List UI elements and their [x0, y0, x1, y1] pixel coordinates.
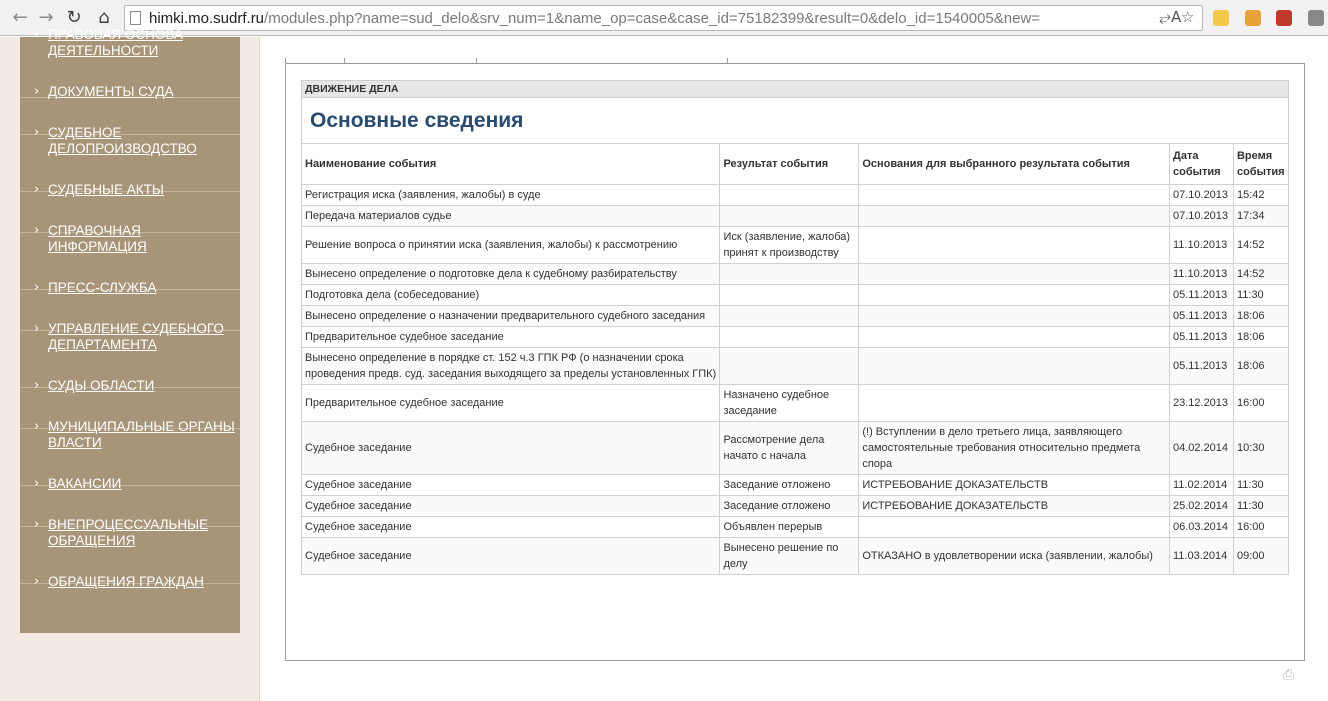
chevron-right-icon: › — [34, 321, 40, 336]
table-row — [302, 496, 1289, 517]
table-row — [302, 306, 1289, 327]
chevron-right-icon: › — [34, 476, 40, 491]
event-basis-cell: ИСТРЕБОВАНИЕ ДОКАЗАТЕЛЬСТВ — [859, 475, 1170, 496]
event-date-cell: 04.02.2014 — [1169, 422, 1233, 475]
url-text — [149, 10, 1040, 27]
event-time-cell: 10:30 — [1233, 422, 1288, 475]
event-name-cell: Судебное заседание — [302, 475, 720, 496]
event-date-cell: 11.10.2013 — [1169, 227, 1233, 264]
table-row — [302, 517, 1289, 538]
event-result-cell — [720, 206, 859, 227]
event-basis-cell: (!) Вступлении в дело третьего лица, заявляющего самостоятельные требования относительно предмета спора — [859, 422, 1170, 475]
event-name-cell: Регистрация иска (заявления, жалобы) в суде — [302, 185, 720, 206]
chevron-right-icon: › — [34, 378, 40, 393]
url-path: /modules.php?name=sud_delo&srv_num=1&name_op=case&case_id=75182399&result=0&delo_id=1540005&new= — [264, 10, 1041, 27]
chevron-right-icon: › — [34, 517, 40, 532]
sidebar-item-label[interactable]: СПРАВОЧНАЯ ИНФОРМАЦИЯ — [48, 223, 147, 254]
chevron-right-icon: › — [34, 280, 40, 295]
sidebar-item-label[interactable]: СУДЕБНОЕ ДЕЛОПРОИЗВОДСТВО — [48, 125, 197, 156]
forward-arrow-icon[interactable]: → — [38, 7, 54, 28]
event-time-cell: 11:30 — [1233, 496, 1288, 517]
event-basis-cell — [859, 517, 1170, 538]
event-name-cell: Вынесено определение в порядке ст. 152 ч.3 ГПК РФ (о назначении срока проведения предв. суд. заседания выходящего за пределы установленных ГПК) — [302, 348, 720, 385]
column-header-time: Время события — [1233, 144, 1288, 185]
event-date-cell: 11.02.2014 — [1169, 475, 1233, 496]
sidebar-item-label[interactable]: ОБРАЩЕНИЯ ГРАЖДАН — [48, 574, 204, 589]
table-row — [302, 285, 1289, 306]
sidebar-menu — [20, 27, 240, 633]
address-bar[interactable] — [124, 5, 1203, 31]
page-title: Основные сведения — [302, 98, 1289, 144]
chevron-right-icon: › — [34, 182, 40, 197]
event-basis-cell: ОТКАЗАНО в удовлетворении иска (заявлении, жалобы) — [859, 538, 1170, 575]
event-name-cell: Судебное заседание — [302, 517, 720, 538]
event-result-cell — [720, 327, 859, 348]
column-header-date: Дата события — [1169, 144, 1233, 185]
chevron-right-icon: › — [34, 574, 40, 589]
sidebar-item-label[interactable]: ДОКУМЕНТЫ СУДА — [48, 84, 174, 99]
column-header-result: Результат события — [720, 144, 859, 185]
event-basis-cell — [859, 348, 1170, 385]
table-row — [302, 185, 1289, 206]
event-basis-cell — [859, 264, 1170, 285]
home-icon[interactable]: ⌂ — [98, 7, 110, 28]
url-host: himki.mo.sudrf.ru — [149, 10, 265, 27]
event-result-cell: Заседание отложено — [720, 475, 859, 496]
printer-icon[interactable]: ⎙ — [1283, 667, 1295, 683]
event-time-cell: 16:00 — [1233, 517, 1288, 538]
sidebar-item-label[interactable]: УПРАВЛЕНИЕ СУДЕБНОГО ДЕПАРТАМЕНТА — [48, 321, 224, 352]
event-time-cell: 14:52 — [1233, 227, 1288, 264]
column-header-event: Наименование события — [302, 144, 720, 185]
event-date-cell: 11.03.2014 — [1169, 538, 1233, 575]
table-row — [302, 385, 1289, 422]
table-row — [302, 264, 1289, 285]
chevron-right-icon: › — [34, 419, 40, 434]
table-row — [302, 327, 1289, 348]
event-date-cell: 23.12.2013 — [1169, 385, 1233, 422]
event-name-cell: Вынесено определение о назначении предварительного судебного заседания — [302, 306, 720, 327]
event-result-cell — [720, 348, 859, 385]
event-result-cell — [720, 185, 859, 206]
sidebar-item-label[interactable]: ВНЕПРОЦЕССУАЛЬНЫЕ ОБРАЩЕНИЯ — [48, 517, 209, 548]
chevron-right-icon: › — [34, 125, 40, 140]
event-name-cell: Судебное заседание — [302, 538, 720, 575]
page-icon — [130, 11, 141, 25]
event-basis-cell — [859, 285, 1170, 306]
event-basis-cell — [859, 206, 1170, 227]
event-basis-cell: ИСТРЕБОВАНИЕ ДОКАЗАТЕЛЬСТВ — [859, 496, 1170, 517]
event-date-cell: 07.10.2013 — [1169, 185, 1233, 206]
event-time-cell: 17:34 — [1233, 206, 1288, 227]
translate-icon[interactable]: ⥂A — [1159, 8, 1182, 26]
event-name-cell: Судебное заседание — [302, 422, 720, 475]
reload-icon[interactable]: ↻ — [66, 7, 82, 28]
event-time-cell: 18:06 — [1233, 306, 1288, 327]
event-time-cell: 16:00 — [1233, 385, 1288, 422]
event-date-cell: 05.11.2013 — [1169, 285, 1233, 306]
table-row — [302, 422, 1289, 475]
event-result-cell: Рассмотрение дела начато с начала — [720, 422, 859, 475]
event-date-cell: 06.03.2014 — [1169, 517, 1233, 538]
sidebar-item[interactable] — [20, 574, 240, 612]
event-date-cell: 05.11.2013 — [1169, 348, 1233, 385]
event-basis-cell — [859, 306, 1170, 327]
table-row — [302, 206, 1289, 227]
chevron-right-icon: › — [34, 223, 40, 238]
extension-icon[interactable] — [1245, 10, 1261, 26]
event-time-cell: 09:00 — [1233, 538, 1288, 575]
event-name-cell: Вынесено определение о подготовке дела к судебному разбирательству — [302, 264, 720, 285]
sidebar-item-label[interactable]: СУДЕБНЫЕ АКТЫ — [48, 182, 164, 197]
star-icon[interactable]: ☆ — [1181, 8, 1195, 26]
event-date-cell: 07.10.2013 — [1169, 206, 1233, 227]
section-caption: ДВИЖЕНИЕ ДЕЛА — [302, 81, 1289, 98]
table-row — [302, 227, 1289, 264]
left-column — [0, 27, 260, 701]
event-result-cell: Вынесено решение по делу — [720, 538, 859, 575]
table-row — [302, 348, 1289, 385]
menu-icon[interactable] — [1308, 10, 1324, 26]
event-result-cell — [720, 264, 859, 285]
event-name-cell: Предварительное судебное заседание — [302, 327, 720, 348]
event-time-cell: 14:52 — [1233, 264, 1288, 285]
extension-icon[interactable] — [1276, 10, 1292, 26]
chevron-right-icon: › — [34, 84, 40, 99]
event-name-cell: Подготовка дела (собеседование) — [302, 285, 720, 306]
event-name-cell: Предварительное судебное заседание — [302, 385, 720, 422]
table-row — [302, 475, 1289, 496]
back-arrow-icon[interactable]: ← — [12, 7, 28, 28]
event-result-cell — [720, 285, 859, 306]
event-time-cell: 18:06 — [1233, 327, 1288, 348]
event-name-cell: Передача материалов судье — [302, 206, 720, 227]
event-date-cell: 11.10.2013 — [1169, 264, 1233, 285]
event-result-cell: Объявлен перерыв — [720, 517, 859, 538]
event-name-cell: Судебное заседание — [302, 496, 720, 517]
event-name-cell: Решение вопроса о принятии иска (заявления, жалобы) к рассмотрению — [302, 227, 720, 264]
event-result-cell: Заседание отложено — [720, 496, 859, 517]
event-result-cell: Иск (заявление, жалоба) принят к производству — [720, 227, 859, 264]
event-time-cell: 11:30 — [1233, 285, 1288, 306]
chevron-right-icon: › — [34, 27, 40, 42]
event-date-cell: 25.02.2014 — [1169, 496, 1233, 517]
extension-icon[interactable] — [1213, 10, 1229, 26]
case-events-table — [301, 80, 1289, 575]
sidebar-item-label[interactable]: ПРЕСС-СЛУЖБА — [48, 280, 157, 295]
event-basis-cell — [859, 385, 1170, 422]
sidebar-item-label[interactable]: ВАКАНСИИ — [48, 476, 122, 491]
event-basis-cell — [859, 327, 1170, 348]
event-time-cell: 15:42 — [1233, 185, 1288, 206]
event-result-cell — [720, 306, 859, 327]
table-row — [302, 538, 1289, 575]
event-date-cell: 05.11.2013 — [1169, 327, 1233, 348]
column-header-basis: Основания для выбранного результата события — [859, 144, 1170, 185]
event-time-cell: 18:06 — [1233, 348, 1288, 385]
event-date-cell: 05.11.2013 — [1169, 306, 1233, 327]
event-result-cell: Назначено судебное заседание — [720, 385, 859, 422]
event-time-cell: 11:30 — [1233, 475, 1288, 496]
event-basis-cell — [859, 185, 1170, 206]
sidebar-item-label[interactable]: ПРАВОВАЯ ОСНОВА ДЕЯТЕЛЬНОСТИ — [48, 27, 183, 58]
sidebar-item-label[interactable]: МУНИЦИПАЛЬНЫЕ ОРГАНЫ ВЛАСТИ — [48, 419, 235, 450]
event-basis-cell — [859, 227, 1170, 264]
sidebar-item-label[interactable]: СУДЫ ОБЛАСТИ — [48, 378, 155, 393]
